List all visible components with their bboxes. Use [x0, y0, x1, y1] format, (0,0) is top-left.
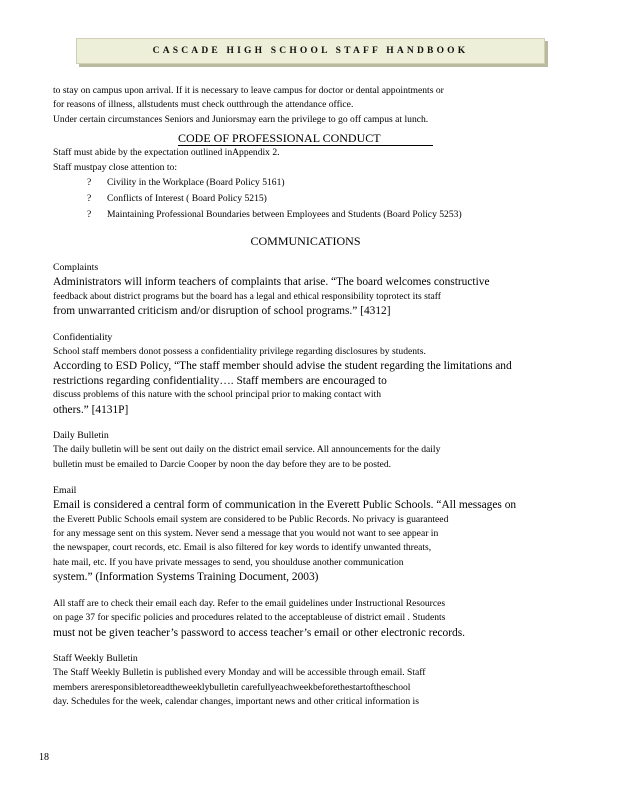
- bullet-mark: ?: [87, 193, 92, 205]
- staff-weekly-line: day. Schedules for the week, calendar changes, important news and other critical information is: [53, 696, 419, 708]
- confidentiality-line: According to ESD Policy, “The staff member should advise the student regarding the limitations and: [53, 360, 512, 373]
- intro-line: Under certain circumstances Seniors and Juniorsmay earn the privilege to go off campus at lunch.: [53, 113, 429, 125]
- policy-conflicts: Conflicts of Interest ( Board Policy 5215): [107, 193, 267, 205]
- confidentiality-line: restrictions regarding confidentiality…. Staff members are encouraged to: [53, 374, 387, 387]
- communications-heading: COMMUNICATIONS: [250, 234, 361, 249]
- bullet-mark: ?: [87, 177, 92, 189]
- confidentiality-line: School staff members donot possess a confidentiality privilege regarding disclosures by students.: [53, 345, 426, 357]
- bullet-mark: ?: [87, 209, 92, 221]
- complaints-line: from unwarranted criticism and/or disruption of school programs.” [4312]: [53, 305, 391, 318]
- intro-line: to stay on campus upon arrival. If it is necessary to leave campus for doctor or dental appointments or: [53, 85, 444, 96]
- email-line: the newspaper, court records, etc. Email is also filtered for key words to identify unwanted threats,: [53, 542, 432, 554]
- confidentiality-line: discuss problems of this nature with the school principal prior to making contact with: [53, 389, 381, 401]
- intro-line: for reasons of illness, allstudents must check outthrough the attendance office.: [53, 99, 354, 111]
- daily-bulletin-label: Daily Bulletin: [53, 430, 109, 442]
- email-guidelines-line: must not be given teacher’s password to access teacher’s email or other electronic records.: [53, 626, 466, 639]
- confidentiality-line: others.” [4131P]: [53, 403, 129, 416]
- staff-weekly-line: The Staff Weekly Bulletin is published every Monday and will be accessible through email. Staff: [53, 667, 426, 679]
- policy-boundaries: Maintaining Professional Boundaries between Employees and Students (Board Policy 5253): [107, 209, 462, 221]
- staff-weekly-label: Staff Weekly Bulletin: [53, 653, 138, 665]
- conduct-line: Staff must abide by the expectation outlined inAppendix 2.: [53, 147, 280, 159]
- list-item: [87, 175, 558, 191]
- conduct-line: Staff mustpay close attention to:: [53, 161, 177, 173]
- handbook-title: CASCADE HIGH SCHOOL STAFF HANDBOOK: [152, 46, 469, 56]
- daily-bulletin-line: The daily bulletin will be sent out daily on the district email service. All announcements for the daily: [53, 444, 441, 456]
- email-guidelines-line: All staff are to check their email each day. Refer to the email guidelines under Instructional Resources: [53, 597, 446, 609]
- complaints-line: Administrators will inform teachers of complaints that arise. “The board welcomes constructive: [53, 276, 490, 289]
- email-guidelines-line: on page 37 for specific policies and procedures related to the acceptableuse of district email . Students: [53, 612, 446, 624]
- conduct-policy-list: [53, 175, 558, 223]
- page-content: [53, 84, 558, 709]
- email-line: Email is considered a central form of communication in the Everett Public Schools. “All messages on: [53, 499, 517, 512]
- staff-weekly-line: members areresponsibletoreadtheweeklybulletin carefullyeachweekbeforethestartoftheschool: [53, 681, 411, 693]
- handbook-header: [76, 38, 545, 64]
- complaints-line: feedback about district programs but the board has a legal and ethical responsibility toprotect its staff: [53, 290, 441, 302]
- page-number: 18: [39, 752, 49, 763]
- email-line: system.” (Information Systems Training Document, 2003): [53, 571, 319, 584]
- list-item: [87, 207, 558, 223]
- conduct-heading: CODE OF PROFESSIONAL CONDUCT: [178, 131, 433, 146]
- email-line: hate mail, etc. If you have private messages to send, you shoulduse another communication: [53, 556, 404, 568]
- daily-bulletin-line: bulletin must be emailed to Darcie Cooper by noon the day before they are to be posted.: [53, 458, 392, 470]
- policy-civility: Civility in the Workplace (Board Policy 5161): [107, 177, 285, 189]
- list-item: [87, 191, 558, 207]
- email-line: the Everett Public Schools email system are considered to be Public Records. No privacy is guaranteed: [53, 513, 449, 525]
- confidentiality-label: Confidentiality: [53, 331, 113, 343]
- complaints-label: Complaints: [53, 262, 99, 274]
- email-line: for any message sent on this system. Never send a message that you would not want to see appear in: [53, 528, 439, 540]
- email-label: Email: [53, 485, 77, 497]
